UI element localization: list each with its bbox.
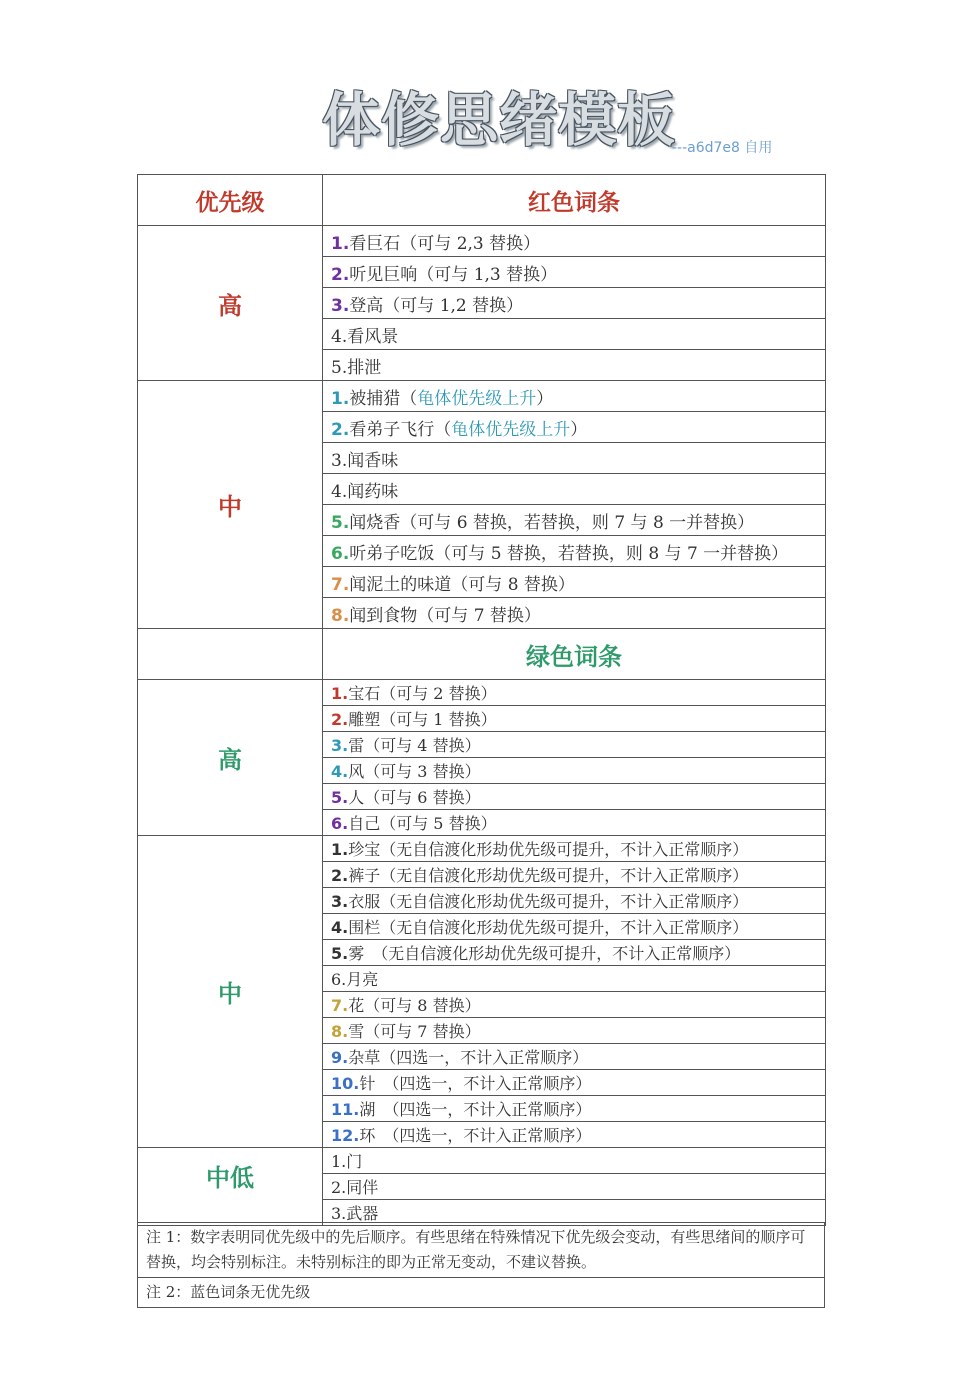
- item-number: 8.: [331, 605, 350, 626]
- table-row: [138, 1148, 826, 1174]
- red-entries-header: 红色词条: [323, 175, 826, 226]
- green-mid-item-8: [323, 1018, 826, 1044]
- item-text: 月亮: [346, 970, 379, 989]
- item-text: 闻泥土的味道（可与 8 替换）: [349, 574, 575, 595]
- item-number: 5.: [331, 512, 350, 533]
- red-mid-item-5: [323, 505, 826, 536]
- item-text: 宝石（可与 2 替换）: [348, 684, 497, 703]
- item-number: 1.: [331, 233, 350, 254]
- item-text: 自己（可与 5 替换）: [348, 814, 497, 833]
- red-mid-item-3: [323, 443, 826, 474]
- green-mid-item-11: [323, 1096, 826, 1122]
- green-mid-item-6: [323, 966, 826, 992]
- item-number: 8.: [331, 1022, 349, 1041]
- green-mid-item-3: [323, 888, 826, 914]
- red-mid-item-1: [323, 381, 826, 412]
- green-high-item-2: [323, 706, 826, 732]
- green-mid-item-9: [323, 1044, 826, 1070]
- item-text: 湖 （四选一，不计入正常顺序）: [359, 1100, 592, 1119]
- item-text-end: ）: [536, 388, 554, 409]
- item-text: 人（可与 6 替换）: [348, 788, 481, 807]
- item-number: 6.: [331, 814, 349, 833]
- item-number: 4.: [331, 918, 349, 937]
- item-text: 门: [346, 1152, 363, 1171]
- item-number: 4.: [331, 481, 348, 502]
- table-row: [138, 226, 826, 257]
- priority-header: 优先级: [138, 175, 323, 226]
- green-low-priority: 中低: [138, 1148, 323, 1226]
- item-text: 闻药味: [347, 481, 399, 502]
- table-row: [138, 381, 826, 412]
- item-number: 6.: [331, 970, 347, 989]
- page-title: 体修思绪模板: [322, 86, 677, 154]
- item-text: 被捕猎（: [349, 388, 418, 409]
- item-number: 1.: [331, 684, 349, 703]
- red-mid-item-8: [323, 598, 826, 629]
- item-highlight: 龟体优先级上升: [417, 388, 537, 409]
- item-text: 围栏（无自信渡化形劫优先级可提升，不计入正常顺序）: [348, 918, 749, 937]
- item-number: 4.: [331, 762, 349, 781]
- green-mid-item-2: [323, 862, 826, 888]
- item-text: 针 （四选一，不计入正常顺序）: [359, 1074, 592, 1093]
- table-row: [138, 836, 826, 862]
- item-text: 看风景: [347, 326, 399, 347]
- item-text: 听弟子吃饭（可与 5 替换，若替换，则 8 与 7 一并替换）: [349, 543, 789, 564]
- item-number: 3.: [331, 892, 349, 911]
- item-number: 2.: [331, 1178, 347, 1197]
- red-mid-item-4: [323, 474, 826, 505]
- note-2: 注 2：蓝色词条无优先级: [138, 1278, 825, 1308]
- red-mid-item-2: [323, 412, 826, 443]
- green-high-item-6: [323, 810, 826, 836]
- thought-priority-table: [137, 174, 826, 1226]
- item-number: 5.: [331, 788, 349, 807]
- red-header-row: [138, 175, 826, 226]
- item-number: 3.: [331, 1204, 347, 1223]
- item-number: 7.: [331, 574, 350, 595]
- item-text: 雷（可与 4 替换）: [348, 736, 481, 755]
- item-number: 5.: [331, 944, 349, 963]
- item-text: 看弟子飞行（: [349, 419, 452, 440]
- item-text: 武器: [346, 1204, 379, 1223]
- red-high-priority: 高: [138, 226, 323, 381]
- green-header-row: [138, 629, 826, 680]
- item-text: 环 （四选一，不计入正常顺序）: [359, 1126, 592, 1145]
- red-high-item-1: [323, 226, 826, 257]
- item-number: 2.: [331, 264, 350, 285]
- item-text: 雕塑（可与 1 替换）: [348, 710, 497, 729]
- item-text: 风（可与 3 替换）: [348, 762, 481, 781]
- red-high-item-5: [323, 350, 826, 381]
- item-number: 1.: [331, 388, 350, 409]
- green-mid-item-5: [323, 940, 826, 966]
- green-high-item-4: [323, 758, 826, 784]
- item-number: 6.: [331, 543, 350, 564]
- item-text: 珍宝（无自信渡化形劫优先级可提升，不计入正常顺序）: [348, 840, 749, 859]
- item-number: 1.: [331, 1152, 347, 1171]
- item-number: 2.: [331, 866, 349, 885]
- item-text: 排泄: [347, 357, 382, 378]
- red-high-item-2: [323, 257, 826, 288]
- red-high-item-4: [323, 319, 826, 350]
- item-text: 花（可与 8 替换）: [348, 996, 481, 1015]
- item-highlight: 龟体优先级上升: [451, 419, 571, 440]
- note-1: 注 1：数字表明同优先级中的先后顺序。有些思绪在特殊情况下优先级会变动，有些思绪间的顺序可替换，均会特别标注。未特别标注的即为正常无变动，不建议替换。: [138, 1223, 825, 1278]
- item-number: 9.: [331, 1048, 349, 1067]
- item-text: 衣服（无自信渡化形劫优先级可提升，不计入正常顺序）: [348, 892, 749, 911]
- item-text: 听见巨响（可与 1,3 替换）: [349, 264, 558, 285]
- red-mid-item-7: [323, 567, 826, 598]
- green-mid-item-1: [323, 836, 826, 862]
- red-high-item-3: [323, 288, 826, 319]
- item-text: 裤子（无自信渡化形劫优先级可提升，不计入正常顺序）: [348, 866, 749, 885]
- green-low-item-1: [323, 1148, 826, 1174]
- green-high-item-1: [323, 680, 826, 706]
- red-mid-item-6: [323, 536, 826, 567]
- item-number: 3.: [331, 736, 349, 755]
- item-text: 闻烧香（可与 6 替换，若替换，则 7 与 8 一并替换）: [349, 512, 755, 533]
- green-mid-priority: 中: [138, 836, 323, 1148]
- green-header-blank: [138, 629, 323, 680]
- green-high-priority: 高: [138, 680, 323, 836]
- item-number: 3.: [331, 450, 348, 471]
- item-text: 雾 （无自信渡化形劫优先级可提升，不计入正常顺序）: [348, 944, 741, 963]
- item-text: 同伴: [346, 1178, 379, 1197]
- item-number: 7.: [331, 996, 349, 1015]
- item-number: 2.: [331, 710, 349, 729]
- notes-table: [137, 1222, 825, 1308]
- item-number: 11.: [331, 1100, 360, 1119]
- item-number: 3.: [331, 295, 350, 316]
- item-number: 4.: [331, 326, 348, 347]
- item-text: 看巨石（可与 2,3 替换）: [349, 233, 541, 254]
- author-tag: ---a6d7e8 自用: [672, 140, 773, 156]
- item-text: 闻到食物（可与 7 替换）: [349, 605, 541, 626]
- item-text: 登高（可与 1,2 替换）: [349, 295, 524, 316]
- item-number: 1.: [331, 840, 349, 859]
- item-text: 闻香味: [347, 450, 399, 471]
- item-number: 2.: [331, 419, 350, 440]
- green-mid-item-7: [323, 992, 826, 1018]
- item-number: 12.: [331, 1126, 360, 1145]
- green-mid-item-12: [323, 1122, 826, 1148]
- item-number: 5.: [331, 357, 348, 378]
- green-mid-item-4: [323, 914, 826, 940]
- table-row: [138, 680, 826, 706]
- item-text: 杂草（四选一，不计入正常顺序）: [348, 1048, 589, 1067]
- green-high-item-3: [323, 732, 826, 758]
- item-text: 雪（可与 7 替换）: [348, 1022, 481, 1041]
- item-number: 10.: [331, 1074, 360, 1093]
- green-high-item-5: [323, 784, 826, 810]
- green-mid-item-10: [323, 1070, 826, 1096]
- green-entries-header: 绿色词条: [323, 629, 826, 680]
- red-mid-priority: 中: [138, 381, 323, 629]
- item-text-end: ）: [570, 419, 588, 440]
- green-low-item-2: [323, 1174, 826, 1200]
